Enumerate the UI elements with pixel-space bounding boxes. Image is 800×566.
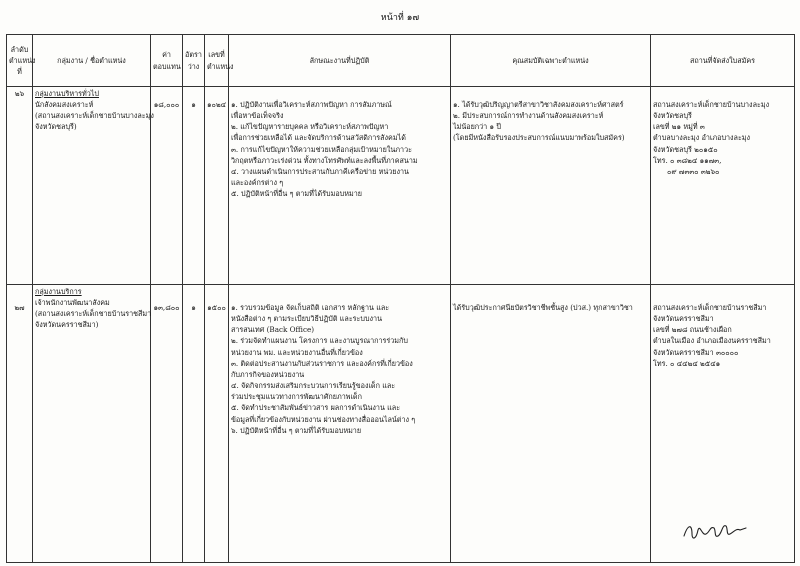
position-line: จังหวัดนครราชสีมา) [35, 320, 99, 330]
duty-line: เพื่อการช่วยเหลือได้ และจัดบริการด้านสวัสดิการสังคมได้ [231, 133, 406, 143]
duty-line: ๒. แก้ไขปัญหารายบุคคล หรือวิเคราะห์สภาพปัญหา [231, 122, 389, 132]
apply-line: สถานสงเคราะห์เด็กชายบ้านราชสีมา [653, 303, 767, 312]
salary-cell [151, 285, 183, 563]
pos-no-value: ๑๕๐๐ [207, 303, 226, 312]
qualification-line: ไม่น้อยกว่า ๑ ปี [453, 122, 501, 132]
position-line: นักสังคมสงเคราะห์ [35, 100, 94, 110]
duty-line: ๖. ปฏิบัติหน้าที่อื่น ๆ ตามที่ได้รับมอบหมาย [231, 425, 362, 435]
rate-cell [183, 285, 205, 563]
header-position: กลุ่มงาน / ชื่อตำแหน่ง [33, 35, 151, 87]
duty-line: ๓. การแก้ไขปัญหาให้ความช่วยเหลือกลุ่มเป้าหมายในภาวะ [231, 144, 412, 154]
duty-line: ๒. ร่วมจัดทำแผนงาน โครงการ และงานบูรณาการร่วมกับ [231, 336, 408, 346]
position-line: เจ้าพนักงานพัฒนาสังคม [35, 298, 110, 308]
duty-line: ๕. จัดทำประชาสัมพันธ์ข่าวสาร ผลการดำเนินงาน และ [231, 403, 401, 413]
duty-line: หนังสือต่าง ๆ ตามระเบียบวิธีปฏิบัติ และระบบงาน [231, 314, 382, 324]
duty-line: ๕. ปฏิบัติหน้าที่อื่น ๆ ตามที่ได้รับมอบหมาย [231, 189, 362, 199]
apply-line: ตำบลในเมือง อำเภอเมืองนครราชสีมา [653, 336, 771, 346]
handwritten-signature [680, 518, 750, 544]
duty-line: เพื่อหาข้อเท็จจริง [231, 111, 284, 121]
seq-cell [7, 285, 33, 563]
qualifications-cell [451, 87, 651, 285]
pos-no-cell [205, 87, 229, 285]
header-seq: ลำดับ ตำแหน่ง ที่ [7, 35, 33, 87]
rate-value: ๑ [191, 303, 196, 312]
salary-value: ๑๓,๘๐๐ [153, 303, 180, 312]
apply-line: ๐๙ ๗๓๓๐ ๓๒๖๐ [667, 166, 720, 176]
duty-line: กับภารกิจของหน่วยงาน [231, 369, 305, 379]
apply-line: สถานสงเคราะห์เด็กชายบ้านบางละมุง [653, 100, 770, 109]
qualification-line: ๒. มีประสบการณ์การทำงานด้านสังคมสงเคราะห์ [453, 111, 604, 121]
table-row [7, 87, 795, 285]
duty-line: ๑. ปฏิบัติงานเพื่อวิเคราะห์สภาพปัญหา การสัมภาษณ์ [231, 100, 392, 109]
apply-line: จังหวัดชลบุรี [653, 111, 692, 121]
duty-line: วิกฤตหรือภาวะเร่งด่วน ทั้งทางโทรศัพท์และลงพื้นที่ภาคสนาม [231, 155, 418, 165]
table-row [7, 285, 795, 563]
header-pos-no: เลขที่ตำแหน่ง [205, 35, 229, 87]
header-rate: อัตราว่าง [183, 35, 205, 87]
seq-value: ๒๖ [14, 89, 25, 98]
duty-line: ร่วมประชุมแนวทางการพัฒนาศักยภาพเด็ก [231, 392, 362, 402]
page-number: หน้าที่ ๑๗ [380, 13, 420, 23]
group-name: กลุ่มงานบริการ [35, 287, 82, 296]
rate-cell [183, 87, 205, 285]
apply-line: โทร. ๐ ๔๔๒๔ ๒๕๔๑ [653, 358, 721, 368]
salary-cell [151, 87, 183, 285]
duties-cell [229, 87, 451, 285]
qualification-line: (โดยมีหนังสือรับรองประสบการณ์แนบมาพร้อมใบสมัคร) [453, 133, 625, 143]
duty-line: หน่วยงาน พม. และหน่วยงานอื่นที่เกี่ยวข้อง [231, 347, 363, 357]
duty-line: ข้อมูลที่เกี่ยวข้องกับหน่วยงาน ผ่านช่องทางสื่อออนไลน์ต่าง ๆ [231, 414, 416, 424]
header-duties: ลักษณะงานที่ปฏิบัติ [229, 35, 451, 87]
apply-line: ตำบลบางละมุง อำเภอบางละมุง [653, 133, 751, 143]
duty-line: ๓. ติดต่อประสานงานกับส่วนราชการ และองค์กรที่เกี่ยวข้อง [231, 358, 413, 368]
apply-line: โทร. ๐ ๓๘๒๔ ๑๑๗๓, [653, 155, 722, 165]
qualification-line: ได้รับวุฒิประกาศนียบัตรวิชาชีพชั้นสูง (ปวส.) ทุกสาขาวิชา [453, 303, 633, 312]
duty-line: ๔. จัดกิจกรรมส่งเสริมกระบวนการเรียนรู้ของเด็ก และ [231, 381, 396, 391]
apply-line: จังหวัดนครราชสีมา ๓๐๐๐๐ [653, 347, 739, 357]
apply-line: จังหวัดชลบุรี ๒๐๑๕๐ [653, 144, 718, 154]
header-apply-place: สถานที่จัดส่งใบสมัคร [651, 35, 795, 87]
duty-line: สารสนเทศ (Back Office) [231, 325, 315, 335]
position-cell [33, 285, 151, 563]
position-line: (สถานสงเคราะห์เด็กชายบ้านบางละมุง [35, 111, 154, 121]
duty-line: ๑. รวบรวมข้อมูล จัดเก็บสถิติ เอกสาร หลักฐาน และ [231, 303, 390, 312]
duty-line: และองค์กรต่าง ๆ [231, 178, 284, 188]
position-line: (สถานสงเคราะห์เด็กชายบ้านราชสีมา [35, 309, 152, 319]
group-name: กลุ่มงานบริหารทั่วไป [35, 89, 99, 98]
pos-no-value: ๑๐๒๔ [207, 100, 227, 109]
position-line: จังหวัดชลบุรี) [35, 122, 77, 132]
table-header-row [7, 35, 795, 87]
apply-place-cell [651, 87, 795, 285]
qualifications-cell [451, 285, 651, 563]
seq-cell [7, 87, 33, 285]
duty-line: ๔. วางแผนดำเนินการประสานกับภาคีเครือข่าย หน่วยงาน [231, 166, 409, 176]
rate-value: ๑ [191, 100, 196, 109]
header-qualifications: คุณสมบัติเฉพาะตำแหน่ง [451, 35, 651, 87]
seq-value: ๒๗ [14, 303, 25, 312]
positions-table [6, 34, 795, 563]
salary-value: ๑๘,๐๐๐ [153, 100, 180, 109]
duties-cell [229, 285, 451, 563]
header-salary: ค่าตอบแทน [151, 35, 183, 87]
pos-no-cell [205, 285, 229, 563]
qualification-line: ๑. ได้รับวุฒิปริญญาตรีสาขาวิชาสังคมสงเคราะห์ศาสตร์ [453, 100, 624, 109]
position-cell [33, 87, 154, 285]
apply-line: จังหวัดนครราชสีมา [653, 314, 714, 324]
apply-line: เลขที่ ๒๗๘ ถนนช้างเผือก [653, 325, 732, 335]
apply-line: เลขที่ ๒๑ หมู่ที่ ๓ [653, 122, 705, 132]
